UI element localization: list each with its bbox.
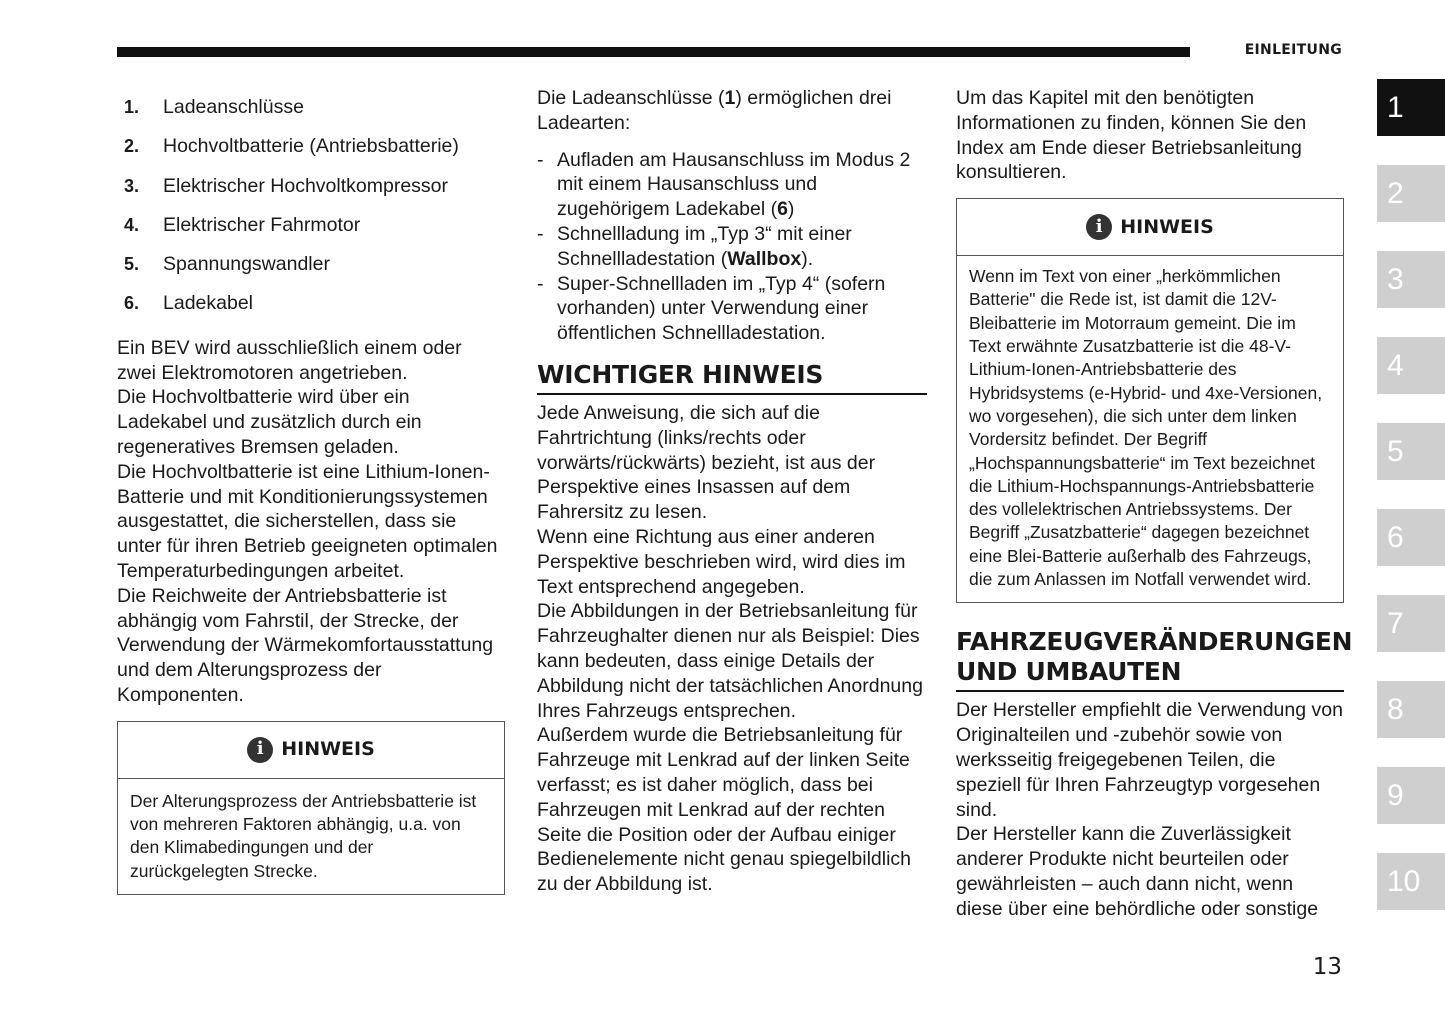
notice-header bbox=[118, 722, 504, 779]
chapter-tab-6[interactable]: 6 bbox=[1377, 509, 1445, 566]
chapter-tab-9[interactable]: 9 bbox=[1377, 767, 1445, 824]
important-notice-heading: WICHTIGER HINWEIS bbox=[537, 360, 927, 395]
list-item: - Super-Schnellladen im „Typ 4“ (sofern vorhanden) unter Verwendung einer öffentlichen Schnellladestation. bbox=[537, 272, 927, 346]
info-icon: i bbox=[247, 737, 273, 763]
chapter-tab-1[interactable]: 1 bbox=[1377, 79, 1445, 136]
modifications-body: Der Hersteller empfiehlt die Verwendung von Originalteilen und -zubehör sowie von werksseitig freigegebenen Teilen, die speziell für Ihren Fahrzeugtyp vorgesehen sind. Der Hersteller kann die Zuverlässigkeit anderer Produkte nicht beurteilen oder gewährleisten – auch dann nicht, wenn diese über eine behördliche oder sonstige bbox=[956, 699, 1343, 920]
notice-body: Wenn im Text von einer „herkömmlichen Batterie" die Rede ist, ist damit die 12V-Bleibatterie im Motorraum gemeint. Die im Text erwähnte Zusatzbatterie ist die 48-V-Lithium-Ionen-Antriebsbatterie des Hybridsystems (e-Hybrid- und 4xe-Versionen, wo vorgesehen), die sich unter dem linken Vordersitz befindet. Der Begriff „Hochspannungsbatterie“ im Text bezeichnet die Lithium-Hochspannungs-Antriebsbatterie des vollelektrischen Antriebssystems. Der Begriff „Zusatzbatterie“ dagegen bezeichnet eine Blei-Batterie außerhalb des Fahrzeugs, die zum Anlassen im Notfall verwendet wird. bbox=[969, 266, 1323, 590]
bev-description: Ein BEV wird ausschließlich einem oder zwei Elektromotoren angetrieben. Die Hochvoltbatterie wird über ein Ladekabel und zusätzlich durch ein regeneratives Bremsen geladen. Die Hochvoltbatterie ist eine Lithium-Ionen-Batterie und mit Konditionierungssystemen ausgestattet, die sicherstellen, dass sie unter für ihren Betrieb geeigneten optimalen Temperaturbedingungen arbeitet. Die Reichweite der Antriebsbatterie ist abhängig vom Fahrstil, der Strecke, der Verwendung der Wärmekomfortausstattung und dem Alterungsprozess der Komponenten. bbox=[117, 336, 498, 706]
column-2 bbox=[537, 86, 927, 897]
chapter-tab-2[interactable]: 2 bbox=[1377, 165, 1445, 222]
list-item: 4. Elektrischer Fahrmotor bbox=[124, 213, 361, 236]
charging-types-list bbox=[537, 148, 927, 346]
chapter-tab-7[interactable]: 7 bbox=[1377, 595, 1445, 652]
chapter-tab-10[interactable]: 10 bbox=[1377, 853, 1445, 910]
info-icon: i bbox=[1086, 214, 1112, 240]
list-item: 1. Ladeanschlüsse bbox=[124, 96, 304, 118]
list-item: 5. Spannungswandler bbox=[124, 253, 330, 276]
chapter-tab-8[interactable]: 8 bbox=[1377, 681, 1445, 738]
list-item: 3. Elektrischer Hochvoltkompressor bbox=[124, 174, 449, 197]
component-list bbox=[117, 86, 505, 322]
list-item: 2. Hochvoltbatterie (Antriebsbatterie) bbox=[124, 135, 459, 158]
charging-intro: Die Ladeanschlüsse (1) ermöglichen drei Ladearten: bbox=[537, 87, 892, 134]
chapter-tab-5[interactable]: 5 bbox=[1377, 423, 1445, 480]
notice-box bbox=[117, 721, 505, 895]
index-intro: Um das Kapitel mit den benötigten Informationen zu finden, können Sie den Index am Ende dieser Betriebsanleitung konsultieren. bbox=[956, 87, 1307, 184]
section-label: EINLEITUNG bbox=[1244, 42, 1342, 58]
notice-title: HINWEIS bbox=[281, 738, 375, 761]
modifications-heading: FAHRZEUGVERÄNDERUNGEN UND UMBAUTEN bbox=[956, 627, 1344, 692]
column-1 bbox=[117, 86, 505, 895]
list-item: - Schnellladung im „Typ 3“ mit einer Schnellladestation (Wallbox). bbox=[537, 222, 927, 272]
notice-title: HINWEIS bbox=[1120, 215, 1214, 238]
list-item: 6. Ladekabel bbox=[124, 292, 253, 315]
list-item: - Aufladen am Hausanschluss im Modus 2 mit einem Hausanschluss und zugehörigem Ladekabel (6) bbox=[537, 148, 927, 222]
column-3 bbox=[956, 86, 1353, 922]
page-number: 13 bbox=[1312, 954, 1342, 980]
notice-header bbox=[957, 199, 1343, 256]
chapter-tab-3[interactable]: 3 bbox=[1377, 251, 1445, 308]
header-rule bbox=[117, 47, 1190, 57]
notice-body: Der Alterungsprozess der Antriebsbatterie ist von mehreren Faktoren abhängig, u.a. von den Klimabedingungen und der zurückgelegten Strecke. bbox=[130, 790, 477, 881]
important-notice-body: Jede Anweisung, die sich auf die Fahrtrichtung (links/rechts oder vorwärts/rückwärts) bezieht, ist aus der Perspektive eines Insassen auf dem Fahrersitz zu lesen. Wenn eine Richtung aus einer anderen Perspektive beschrieben wird, wird dies im Text entsprechend angegeben. Die Abbildungen in der Betriebsanleitung für Fahrzeughalter dienen nur als Beispiel: Dies kann bedeuten, dass einige Details der Abbildung nicht der tatsächlichen Anordnung Ihres Fahrzeugs entsprechen. Außerdem wurde die Betriebsanleitung für Fahrzeuge mit Lenkrad auf der linken Seite verfasst; es ist daher möglich, dass bei Fahrzeugen mit Lenkrad auf der rechten Seite die Position oder der Aufbau einiger Bedienelemente nicht genau spiegelbildlich zu der Abbildung ist. bbox=[537, 401, 923, 896]
chapter-tab-4[interactable]: 4 bbox=[1377, 337, 1445, 394]
notice-box bbox=[956, 198, 1344, 603]
